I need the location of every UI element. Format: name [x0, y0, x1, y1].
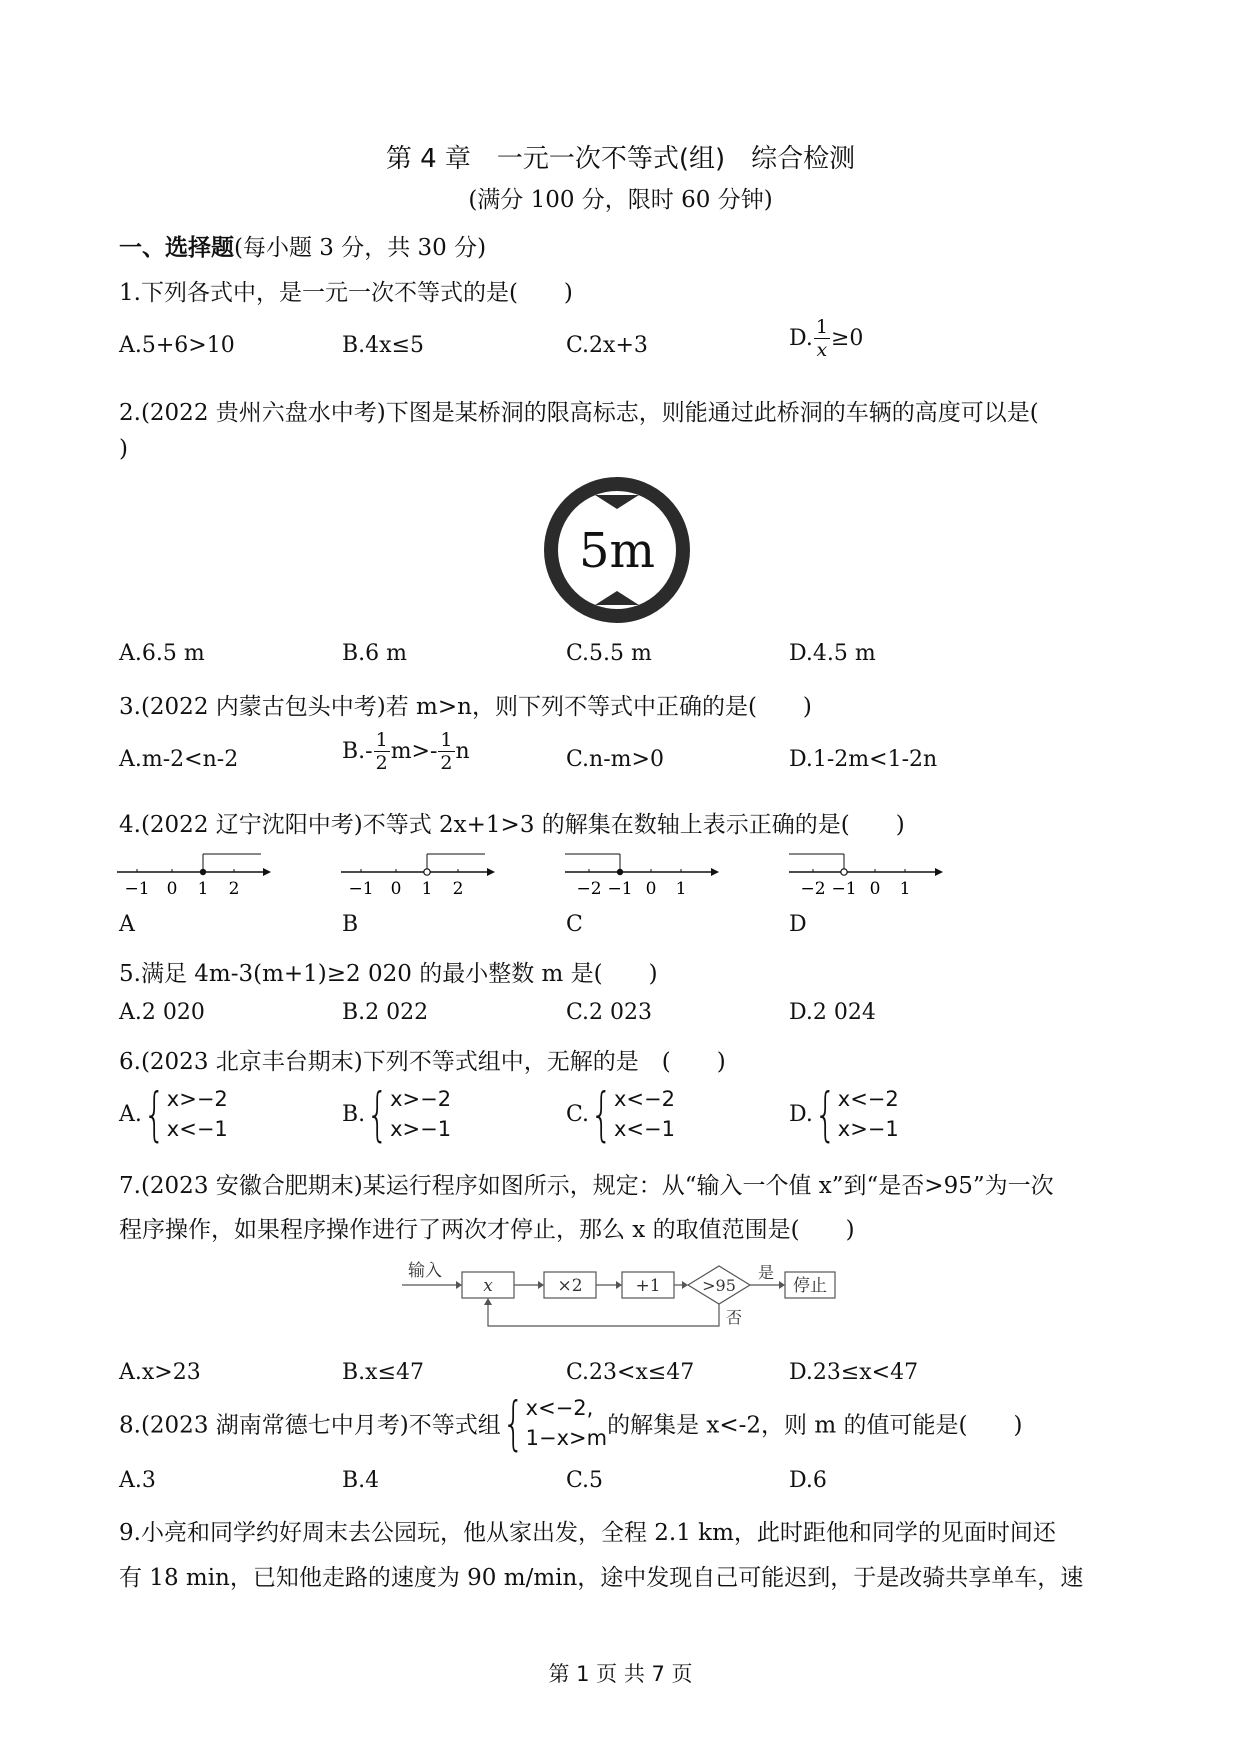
number-line-c [561, 842, 721, 900]
q8-option-a: A.3 [119, 1468, 156, 1493]
q5-option-b: B.2 022 [342, 1000, 429, 1025]
svg-text:0: 0 [645, 879, 657, 899]
q4-label-a: A [119, 912, 135, 937]
q7-option-a: A.x>23 [119, 1360, 201, 1385]
number-line-d [785, 842, 945, 900]
svg-text:−1: −1 [348, 879, 374, 899]
yes-label: 是 [758, 1263, 775, 1282]
svg-text:−1: −1 [124, 879, 150, 899]
svg-text:1: 1 [675, 879, 687, 899]
no-label: 否 [726, 1308, 743, 1327]
page-number: 第 1 页 共 7 页 [548, 1662, 693, 1686]
section-heading [119, 229, 486, 262]
svg-text:2: 2 [452, 879, 464, 899]
q1-option-a: A.5+6>10 [119, 333, 235, 358]
q7-option-d: D.23≤x<47 [789, 1360, 919, 1385]
question-5-stem: 5.满足 4m-3(m+1)≥2 020 的最小整数 m 是( ) [119, 961, 658, 987]
q5-option-d: D.2 024 [789, 1000, 876, 1025]
svg-text:−2: −2 [800, 879, 826, 899]
q8-option-d: D.6 [789, 1468, 827, 1493]
section-note: (每小题 3 分，共 30 分) [234, 235, 487, 261]
q3-option-c: C.n-m>0 [566, 747, 664, 772]
q4-label-b: B [342, 912, 359, 937]
q6-option-c: C. { x<−2 x<−1 [566, 1080, 675, 1148]
question-3-stem: 3.(2022 内蒙古包头中考)若 m>n，则下列不等式中正确的是( ) [119, 694, 812, 720]
q2-option-a: A.6.5 m [119, 641, 205, 666]
q4-label-d: D [789, 912, 807, 937]
q7-option-b: B.x≤47 [342, 1360, 424, 1385]
svg-text:1: 1 [899, 879, 911, 899]
closed-point [200, 869, 206, 875]
q7-option-c: C.23<x≤47 [566, 1360, 695, 1385]
section-title: 一、选择题 [119, 235, 234, 261]
svg-text:−1: −1 [831, 879, 857, 899]
question-1-stem: 1.下列各式中，是一元一次不等式的是( ) [119, 280, 573, 306]
diamond-text: >95 [702, 1276, 736, 1295]
svg-text:−1: −1 [607, 879, 633, 899]
box-plus-1-text: +1 [635, 1276, 661, 1296]
box-times-2-text: ×2 [557, 1276, 583, 1296]
question-8-stem: 8.(2023 湖南常德七中月考)不等式组 { x<−2, 1−x>m 的解集是 x<-2，则 m 的值可能是( ) [119, 1389, 1023, 1457]
question-7-stem-line1: 7.(2023 安徽合肥期末)某运行程序如图所示，规定：从“输入一个值 x”到“是否>95”为一次 [119, 1173, 1054, 1199]
box-x-text: x [483, 1276, 493, 1296]
svg-text:1: 1 [197, 879, 209, 899]
svg-text:0: 0 [869, 879, 881, 899]
q2-option-d: D.4.5 m [789, 641, 876, 666]
stop-text: 停止 [793, 1276, 827, 1296]
q8-option-c: C.5 [566, 1468, 604, 1493]
question-2-stem-line2: ) [119, 436, 128, 462]
closed-point [617, 869, 623, 875]
question-9-line1: 9.小亮和同学约好周末去公园玩，他从家出发，全程 2.1 km，此时距他和同学的见面时间还 [119, 1520, 1056, 1546]
q6-option-b: B. { x>−2 x>−1 [342, 1080, 452, 1148]
question-9-line2: 有 18 min，已知他走路的速度为 90 m/min，途中发现自己可能迟到，于是改骑共享单车，速 [119, 1565, 1084, 1591]
svg-text:0: 0 [390, 879, 402, 899]
number-line-b [337, 842, 497, 900]
height-limit-sign [542, 475, 692, 625]
page-subtitle: (满分 100 分，限时 60 分钟) [468, 187, 773, 213]
q3-option-d: D.1-2m<1-2n [789, 747, 938, 772]
brace: { [590, 1080, 613, 1148]
open-point [841, 869, 847, 875]
q1-option-c: C.2x+3 [566, 333, 648, 358]
brace: { [502, 1389, 525, 1457]
q4-label-c: C [566, 912, 583, 937]
open-point [424, 869, 430, 875]
question-7-stem-line2: 程序操作，如果程序操作进行了两次才停止，那么 x 的取值范围是( ) [119, 1217, 855, 1243]
q6-option-d: D. { x<−2 x>−1 [789, 1080, 899, 1148]
sign-text: 5m [578, 523, 656, 579]
q5-option-a: A.2 020 [119, 1000, 205, 1025]
number-line-a [113, 842, 273, 900]
question-4-stem: 4.(2022 辽宁沈阳中考)不等式 2x+1>3 的解集在数轴上表示正确的是( ) [119, 812, 905, 838]
fraction: $\frac{1}{2}$ [375, 729, 388, 774]
fraction: $\frac{1}{2}$ [440, 729, 453, 774]
q3-option-a: A.m-2<n-2 [119, 747, 239, 772]
brace: { [143, 1080, 166, 1148]
question-6-stem: 6.(2023 北京丰台期末)下列不等式组中，无解的是 ( ) [119, 1049, 726, 1075]
svg-text:−2: −2 [576, 879, 602, 899]
question-2-stem-line1: 2.(2022 贵州六盘水中考)下图是某桥洞的限高标志，则能通过此桥洞的车辆的高度可以是( [119, 400, 1039, 426]
q2-option-c: C.5.5 m [566, 641, 652, 666]
brace: { [814, 1080, 837, 1148]
program-flowchart [400, 1252, 850, 1338]
svg-text:0: 0 [166, 879, 178, 899]
q8-option-b: B.4 [342, 1468, 380, 1493]
q1-option-b: B.4x≤5 [342, 333, 424, 358]
svg-text:2: 2 [228, 879, 240, 899]
input-label: 输入 [408, 1261, 442, 1281]
brace: { [366, 1080, 389, 1148]
svg-text:1: 1 [421, 879, 433, 899]
q2-option-b: B.6 m [342, 641, 408, 666]
fraction: $\frac{1}{x}$ [815, 316, 828, 361]
q5-option-c: C.2 023 [566, 1000, 653, 1025]
q6-option-a: A. { x>−2 x<−1 [119, 1080, 228, 1148]
q1-option-d: D. $\frac{1}{x}$ ≥0 [789, 316, 864, 361]
page-title: 第 4 章 一元一次不等式(组) 综合检测 [385, 144, 856, 174]
q3-option-b: B.- $\frac{1}{2}$ m>- $\frac{1}{2}$ n [342, 729, 470, 774]
